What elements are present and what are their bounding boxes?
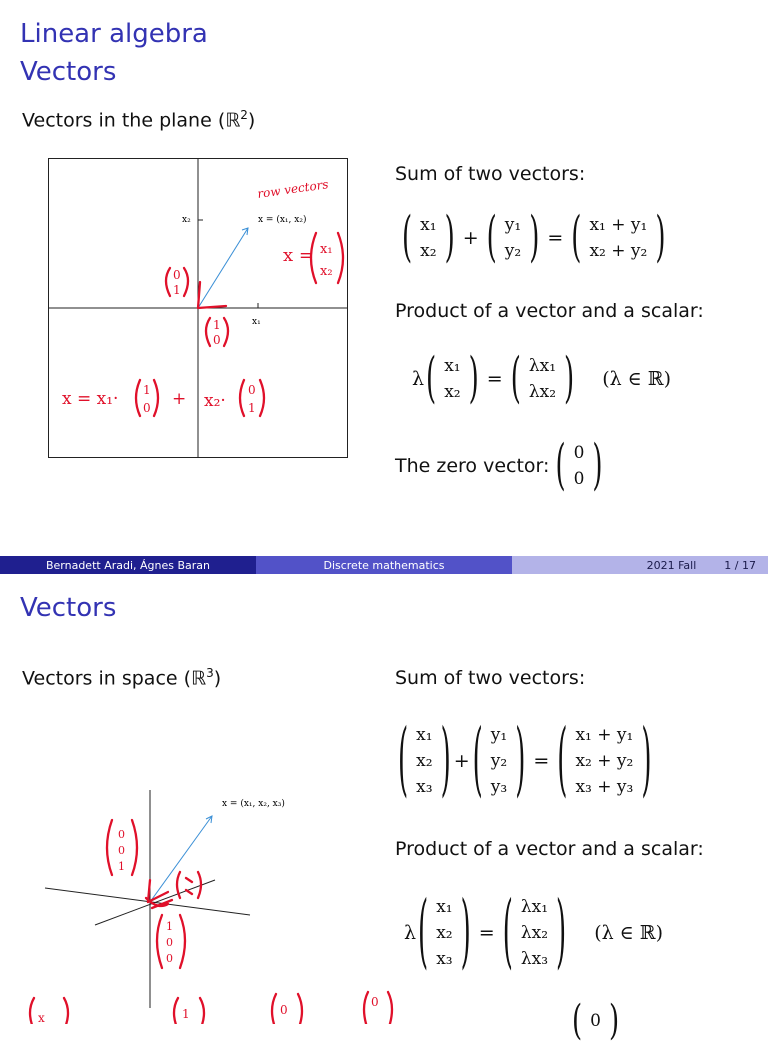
annotation-e2-bottom: 1: [173, 283, 181, 297]
prod-rhs-vector: [521, 353, 564, 405]
sum2-rhs-2: x₂ + y₂: [575, 751, 634, 771]
annotation-decomp-x2: x₂·: [204, 391, 226, 411]
annotation-decomp-lhs: x = x₁·: [62, 389, 119, 409]
bottom-paren-3: [272, 994, 276, 1024]
annotation-e1-3d-1: 1: [166, 920, 173, 933]
paren-left: (: [472, 714, 483, 808]
zero-vec-2: 0: [573, 469, 585, 489]
paren-right: ): [655, 206, 666, 270]
annotation-e3-1: 0: [118, 828, 125, 841]
sum-equation: [402, 206, 666, 270]
paren-left: (: [502, 886, 513, 980]
paren-right: ): [641, 714, 652, 808]
footer-page: 1 / 17: [724, 558, 756, 572]
vector-label-3d: x = (x₁, x₂, x₃): [222, 799, 285, 809]
bottom-x: x: [38, 1011, 45, 1024]
annotation-row-vectors: row vectors: [256, 177, 330, 201]
annotation-e1-3d-3: 0: [166, 952, 173, 965]
annotation-e1-bottom: 0: [213, 333, 221, 347]
lambda: λ: [412, 368, 425, 390]
prod2-vec-2: x₂: [436, 923, 453, 943]
sum-rhs-2: x₂ + y₂: [589, 241, 648, 261]
section-heading-close: ): [247, 109, 256, 132]
title-main: Linear algebra: [20, 19, 208, 49]
zero2-vector: [582, 1008, 609, 1034]
vector-label: x = (x₁, x₂): [258, 215, 307, 225]
annotation-small-vector: [177, 872, 201, 898]
axis-x-label: x₁: [252, 317, 261, 327]
annotation-x-col-1: x₁: [320, 242, 333, 257]
annotation-e1-top: 1: [213, 318, 221, 332]
annotation-e1-3d-2: 0: [166, 936, 173, 949]
equals-sign: =: [533, 750, 550, 772]
sum-equation-3d: [398, 714, 652, 808]
annotation-e3-paren-right: [132, 820, 137, 875]
sum2-rhs-vector: [567, 722, 641, 800]
paren-left: (: [486, 206, 497, 270]
zero-vector-row: [395, 434, 603, 498]
paren-right: ): [608, 997, 620, 1045]
footer-term: 2021 Fall: [646, 558, 697, 572]
prod2-vec-3: x₃: [436, 949, 453, 969]
annotation-decomp-p2-left: [240, 380, 244, 416]
prod2-rhs-3: λx₃: [520, 949, 549, 969]
sum2-lhs2-1: y₁: [490, 725, 508, 745]
section-heading-sup: 2: [240, 108, 248, 122]
prod-rhs-1: λx₁: [528, 356, 557, 376]
equals-sign: =: [478, 922, 495, 944]
paren-right: ): [564, 347, 575, 411]
sum-lhs1-vector: [412, 212, 444, 264]
plus-sign: +: [453, 750, 470, 772]
sum2-lhs1-3: x₃: [416, 777, 433, 797]
paren-right: ): [460, 886, 471, 980]
paren-right: ): [440, 714, 451, 808]
sum2-lhs2-vector: [483, 722, 515, 800]
annotation-decomp-plus: +: [172, 389, 187, 409]
bottom-1: 1: [182, 1007, 190, 1021]
prod-vec-1: x₁: [444, 356, 461, 376]
bottom-paren-1: [30, 998, 34, 1024]
bottom-annotation: [20, 990, 420, 1024]
annotation-e1-paren-right-3d: [180, 915, 185, 968]
annotation-x-col-2: x₂: [320, 264, 333, 279]
zero2-vec-1: 0: [590, 1011, 601, 1031]
prod-condition: (λ ∈ ℝ): [602, 368, 671, 390]
annotation-e1-paren-right: [224, 318, 228, 346]
annotation-decomp-v2-top: 0: [248, 383, 256, 397]
section-heading-text: Vectors in the plane (ℝ: [22, 109, 241, 132]
slide-2-title: Vectors: [20, 593, 117, 623]
sum-lhs2-1: y₁: [504, 215, 522, 235]
bottom-paren-2: [174, 998, 178, 1024]
sum2-lhs2-3: y₃: [490, 777, 508, 797]
paren-right: ): [444, 206, 455, 270]
product-equation: [412, 347, 671, 411]
section-heading-2-sup: 3: [206, 666, 214, 680]
zero-vec-1: 0: [573, 443, 585, 463]
paren-right: ): [529, 206, 540, 270]
equals-sign: =: [486, 368, 503, 390]
paren-right: ): [468, 347, 479, 411]
lambda: λ: [404, 922, 417, 944]
footer-bar: [0, 556, 768, 574]
sum2-lhs2-2: y₂: [490, 751, 508, 771]
sum2-lhs1-2: x₂: [416, 751, 433, 771]
annotation-paren-right: [338, 233, 343, 283]
vector-arrow-3d: [150, 816, 212, 902]
vector-arrow: [198, 228, 248, 308]
x-axis-3d: [95, 880, 215, 925]
prod2-rhs-2: λx₂: [520, 923, 549, 943]
zero-label: The zero vector:: [395, 455, 550, 477]
sum-lhs2-vector: [497, 212, 529, 264]
paren-right: ): [515, 714, 526, 808]
bottom-paren-1r: [64, 998, 68, 1024]
annotation-decomp-p1-left: [136, 380, 140, 416]
paren-left: (: [510, 347, 521, 411]
equals-sign: =: [547, 227, 564, 249]
bottom-paren-2r: [200, 998, 204, 1024]
sum2-lhs1-1: x₁: [416, 725, 433, 745]
paren-right: ): [592, 434, 603, 498]
section-heading-2-text: Vectors in space (ℝ: [22, 667, 207, 690]
sum-rhs-1: x₁ + y₁: [589, 215, 648, 235]
paren-left: (: [418, 886, 429, 980]
footer-right: [512, 556, 768, 574]
sum2-rhs-3: x₃ + y₃: [575, 777, 634, 797]
product-label: Product of a vector and a scalar:: [395, 300, 704, 322]
bottom-0b: 0: [371, 995, 379, 1009]
prod-vector: [436, 353, 468, 405]
prod2-rhs-vector: [513, 894, 556, 972]
zero-vector-partial: [572, 997, 620, 1045]
annotation-decomp-p1-right: [154, 380, 158, 416]
annotation-e3-paren-left: [107, 820, 112, 875]
paren-left: (: [572, 997, 583, 1045]
sum-rhs-vector: [581, 212, 655, 264]
sum-lhs2-2: y₂: [504, 241, 522, 261]
slide-1-title: [20, 16, 208, 91]
section-heading: [22, 108, 255, 131]
annotation-e3-2: 0: [118, 844, 125, 857]
annotation-e1-paren-left-3d: [157, 915, 162, 968]
sum-label-2: Sum of two vectors:: [395, 667, 586, 689]
annotation-x-eq: x =: [283, 245, 314, 266]
prod-rhs-2: λx₂: [528, 382, 557, 402]
plus-sign: +: [462, 227, 479, 249]
annotation-decomp-p2-right: [260, 380, 264, 416]
prod2-vector: [428, 894, 460, 972]
sum-label: Sum of two vectors:: [395, 163, 586, 185]
bottom-paren-4: [364, 992, 368, 1024]
prod2-rhs-1: λx₁: [520, 897, 549, 917]
bottom-paren-4r: [388, 992, 392, 1024]
paren-left: (: [557, 714, 568, 808]
zero-vector: [566, 440, 593, 492]
paren-left: (: [555, 434, 566, 498]
space-figure: [40, 780, 370, 1024]
annotation-decomp-v1-top: 1: [143, 383, 151, 397]
paren-left: (: [398, 714, 409, 808]
bottom-0a: 0: [280, 1003, 288, 1017]
prod2-vec-1: x₁: [436, 897, 453, 917]
sum-lhs1-1: x₁: [420, 215, 437, 235]
annotation-e2-top: 0: [173, 268, 181, 282]
section-heading-2-close: ): [213, 667, 222, 690]
sum-lhs1-2: x₂: [420, 241, 437, 261]
section-heading-2: [22, 666, 221, 689]
annotation-e2-paren-right: [184, 268, 188, 296]
bottom-paren-3r: [298, 994, 302, 1024]
sum2-rhs-1: x₁ + y₁: [575, 725, 634, 745]
axis-y-label: x₂: [182, 215, 191, 225]
product-equation-3d: [404, 886, 663, 980]
footer-course: Discrete mathematics: [256, 556, 512, 574]
plane-figure: [48, 158, 348, 458]
paren-left: (: [426, 347, 437, 411]
annotation-e1-paren-left: [206, 318, 210, 346]
annotation-e2-paren-left: [166, 268, 170, 296]
paren-left: (: [402, 206, 413, 270]
annotation-decomp-v1-bottom: 0: [143, 401, 151, 415]
title-sub: Vectors: [20, 56, 117, 87]
product-label-2: Product of a vector and a scalar:: [395, 838, 704, 860]
annotation-decomp-v2-bottom: 1: [248, 401, 256, 415]
sum2-lhs1-vector: [408, 722, 440, 800]
paren-right: ): [556, 886, 567, 980]
paren-left: (: [571, 206, 582, 270]
annotation-e3-3: 1: [118, 860, 125, 873]
prod-vec-2: x₂: [444, 382, 461, 402]
footer-authors: Bernadett Aradi, Ágnes Baran: [0, 556, 256, 574]
prod2-condition: (λ ∈ ℝ): [594, 922, 663, 944]
